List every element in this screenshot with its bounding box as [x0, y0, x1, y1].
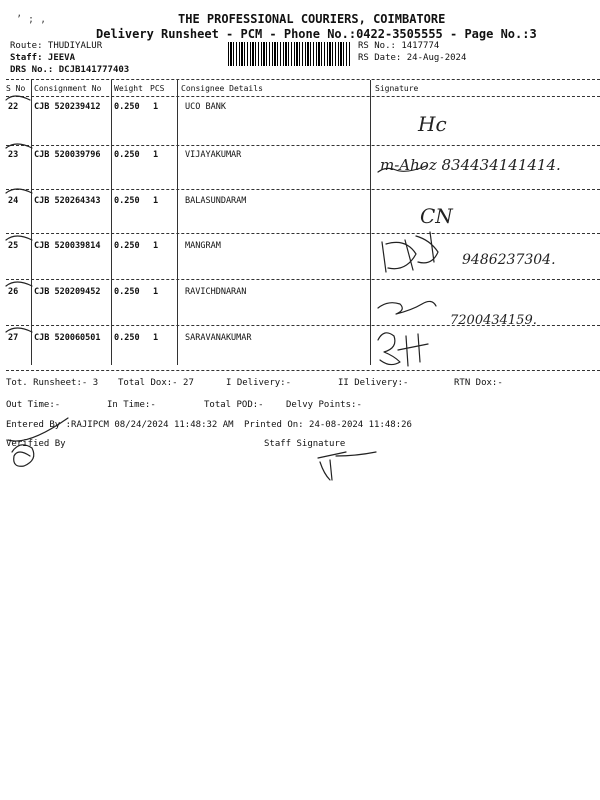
entered-by: Entered By :RAJIPCM 08/24/2024 11:48:32 AM — [6, 420, 234, 430]
row-consignee: RAVICHDNARAN — [185, 287, 247, 297]
row-consignment: CJB 520060501 — [34, 333, 101, 343]
row-consignee: BALASUNDARAM — [185, 196, 247, 206]
row-sno: 27 — [8, 333, 19, 343]
row-weight: 0.250 — [114, 287, 140, 297]
row-weight: 0.250 — [114, 150, 140, 160]
i-delivery: I Delivery:- — [226, 378, 292, 388]
verified-by-label: Verified By — [6, 439, 66, 449]
row-signature-handwriting: m-Ahoz 834434141414. — [380, 156, 561, 174]
row-signature-handwriting: 9486237304. — [462, 252, 556, 268]
drs-number: DRS No.: DCJB141777403 — [10, 65, 130, 75]
rtn-dox: RTN Dox:- — [454, 378, 503, 388]
total-dox: Total Dox:- 27 — [118, 378, 194, 388]
row-consignee: VIJAYAKUMAR — [185, 150, 242, 160]
total-pod: Total POD:- — [204, 400, 264, 410]
col-header-consignee: Consignee Details — [181, 84, 263, 93]
row-weight: 0.250 — [114, 196, 140, 206]
row-pcs: 1 — [153, 150, 159, 160]
rs-number: RS No.: 1417774 — [358, 41, 440, 51]
row-pcs: 1 — [153, 333, 159, 343]
row-consignment: CJB 520239412 — [34, 102, 101, 112]
row-consignee: MANGRAM — [185, 241, 221, 251]
company-title: THE PROFESSIONAL COURIERS, COIMBATORE — [178, 12, 446, 26]
row-signature-handwriting: CN — [420, 204, 453, 228]
row-pcs: 1 — [153, 196, 159, 206]
row-consignee: SARAVANAKUMAR — [185, 333, 252, 343]
row-signature-handwriting: 7200434159. — [450, 313, 537, 328]
row-sno: 25 — [8, 241, 19, 251]
row-sno: 26 — [8, 287, 19, 297]
staff-signature-label: Staff Signature — [264, 439, 346, 449]
col-header-consignment: Consignment No — [34, 84, 102, 93]
row-signature-handwriting: Hc — [418, 112, 447, 136]
row-consignment: CJB 520039814 — [34, 241, 101, 251]
col-header-sno: S No — [6, 84, 26, 93]
row-pcs: 1 — [153, 287, 159, 297]
col-header-weight: Weight — [114, 84, 143, 93]
row-weight: 0.250 — [114, 333, 140, 343]
row-sno: 24 — [8, 196, 19, 206]
rs-date: RS Date: 24-Aug-2024 — [358, 53, 467, 63]
row-consignee: UCO BANK — [185, 102, 226, 112]
delvy-points: Delvy Points:- — [286, 400, 362, 410]
row-sno: 23 — [8, 150, 19, 160]
row-weight: 0.250 — [114, 241, 140, 251]
printed-on: Printed On: 24-08-2024 11:48:26 — [244, 420, 412, 430]
row-consignment: CJB 520039796 — [34, 150, 101, 160]
col-header-pcs: PCS — [150, 84, 165, 93]
route-label: Route: THUDIYALUR — [10, 41, 103, 51]
row-consignment: CJB 520264343 — [34, 196, 101, 206]
row-consignment: CJB 520209452 — [34, 287, 101, 297]
staff-label: Staff: JEEVA — [10, 53, 76, 63]
row-weight: 0.250 — [114, 102, 140, 112]
out-time: Out Time:- — [6, 400, 61, 410]
tot-runsheet: Tot. Runsheet:- 3 — [6, 378, 99, 388]
row-sno: 22 — [8, 102, 19, 112]
in-time: In Time:- — [107, 400, 156, 410]
col-header-signature: Signature — [375, 84, 419, 93]
row-pcs: 1 — [153, 102, 159, 112]
runsheet-subtitle: Delivery Runsheet - PCM - Phone No.:0422-3505555 - Page No.:3 — [96, 27, 537, 41]
row-pcs: 1 — [153, 241, 159, 251]
corner-mark: ʼ ; , — [16, 14, 47, 25]
ii-delivery: II Delivery:- — [338, 378, 409, 388]
